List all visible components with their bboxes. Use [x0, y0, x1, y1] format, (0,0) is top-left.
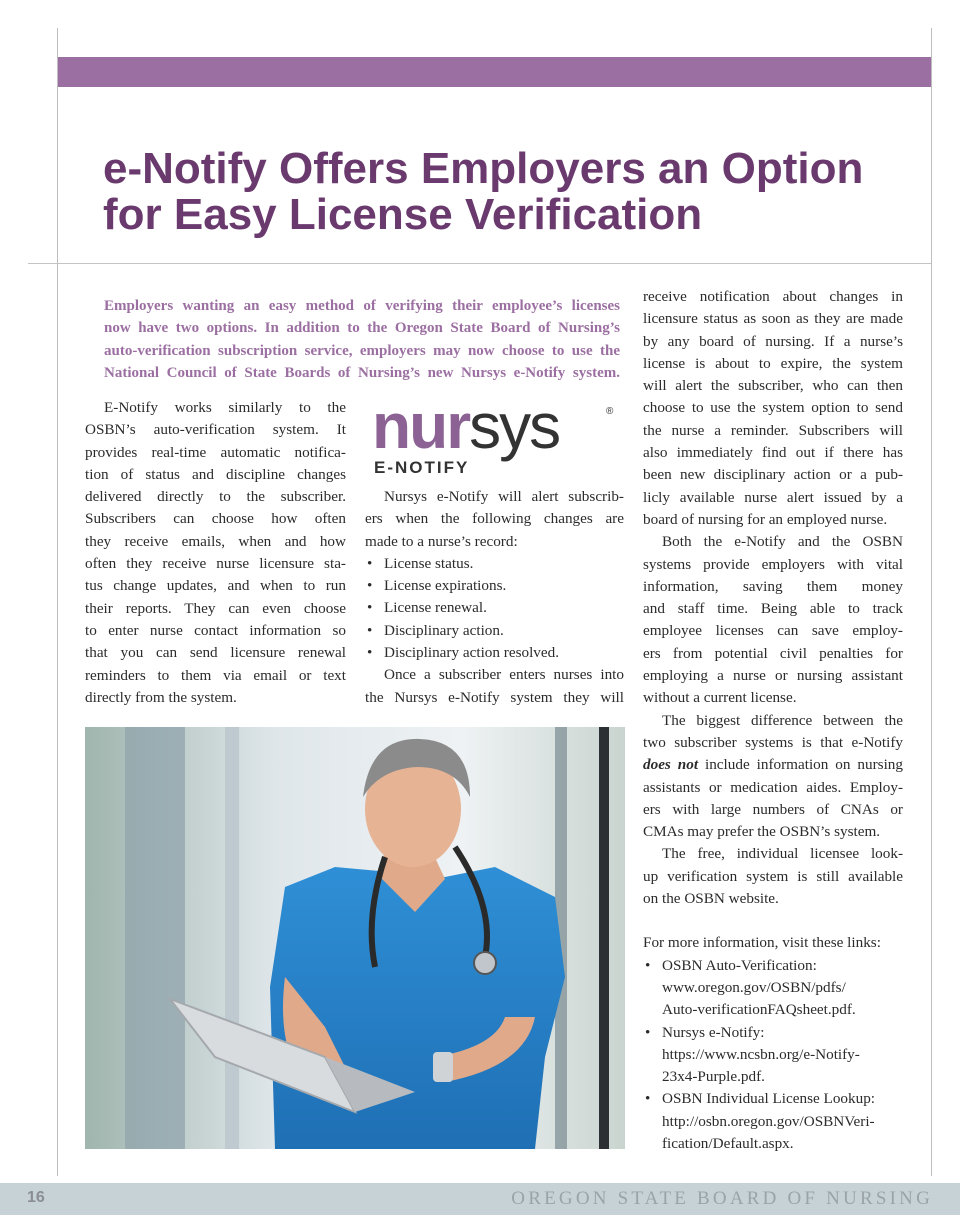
text-line: choose to use the system option to send: [643, 399, 903, 417]
link-item-name: • Nursys e-Notify:: [643, 1022, 903, 1044]
column-1: [85, 397, 346, 709]
link-url[interactable]: http://osbn.oregon.gov/OSBNVeri-: [662, 1112, 875, 1130]
text-line: often they receive nurse licensure sta-: [85, 555, 346, 573]
page-number: 16: [27, 1189, 45, 1206]
text-line: been new disciplinary action or a pub-: [643, 466, 903, 484]
text-line: by any board of nursing. If a nurse’s: [643, 332, 903, 350]
text-line: assistants or medication aides. Employ-: [643, 778, 903, 796]
link-item-name: • OSBN Individual License Lookup:: [643, 1088, 903, 1110]
text-line: employing a nurse or nursing assistant: [643, 667, 903, 685]
text-line: without a current license.: [643, 689, 797, 707]
text-line: the Nursys e-Notify system they will: [365, 688, 624, 706]
link-url[interactable]: 23x4-Purple.pdf.: [662, 1068, 765, 1086]
list-item: • License status.: [365, 553, 624, 575]
logo-tagline: E-NOTIFY: [374, 458, 470, 477]
text-line: will alert the subscriber, who can then: [643, 377, 903, 395]
text-line: the nurse a reminder. Subscribers will: [643, 421, 903, 439]
right-frame-line: [931, 28, 932, 1176]
text-line: licly available nurse alert issued by a: [643, 488, 903, 506]
organization-name: OREGON STATE BOARD OF NURSING: [511, 1188, 933, 1209]
logo-part-sys: sys: [469, 398, 560, 462]
text-line: license is about to expire, the system: [643, 354, 903, 372]
emphasis-does-not: does not: [643, 756, 699, 774]
intro-line: Employers wanting an easy method of verifying their employee’s licenses: [104, 298, 620, 314]
link-url[interactable]: www.oregon.gov/OSBN/pdfs/: [662, 978, 846, 996]
intro-line: National Council of State Boards of Nursing’s new Nursys e-Notify system.: [104, 365, 620, 382]
link-url[interactable]: Auto-verificationFAQsheet.pdf.: [662, 1001, 856, 1019]
text-line: Once a subscriber enters nurses into: [384, 666, 624, 684]
text-line: information, saving them money: [643, 577, 903, 595]
svg-text:nursys: [372, 398, 559, 462]
text-line: delivered directly to the subscriber.: [85, 488, 346, 506]
column-3: [643, 286, 903, 1155]
text-line: Both the e-Notify and the OSBN: [662, 533, 903, 551]
text-line: The free, individual licensee look-: [662, 845, 903, 863]
title-line: e-Notify Offers Employers an Option: [103, 144, 864, 193]
text-line: provides real-time automatic notifica-: [85, 443, 346, 461]
link-url[interactable]: https://www.ncsbn.org/e-Notify-: [662, 1045, 860, 1063]
text-line: tus change updates, and when to run: [85, 577, 346, 595]
text-line: employee licenses can save employ-: [643, 622, 903, 640]
text-line: ers when the following changes are: [365, 510, 624, 528]
text-line: receive notification about changes in: [643, 288, 903, 305]
text-line-emphasis: [643, 754, 903, 776]
text-line: The biggest difference between the: [662, 711, 903, 729]
intro-paragraph: [104, 295, 620, 385]
column-2: [365, 486, 624, 709]
accent-bar: [58, 57, 931, 87]
list-item: • Disciplinary action resolved.: [365, 642, 624, 664]
text-line: and staff time. Being able to track: [643, 600, 903, 618]
list-item: • Disciplinary action.: [365, 620, 624, 642]
article-title: [103, 146, 903, 238]
text-fragment: include information on nursing: [698, 756, 903, 774]
text-line: to enter nurse contact information so: [85, 621, 346, 639]
text-line: reminders to them via email or text: [85, 666, 346, 684]
text-line: licensure status as soon as they are made: [643, 310, 903, 328]
text-line: on the OSBN website.: [643, 890, 779, 908]
text-line: CMAs may prefer the OSBN’s system.: [643, 823, 881, 841]
logo-part-nur: nur: [372, 398, 470, 462]
text-line: Subscribers can choose how often: [85, 510, 346, 528]
text-line: two subscriber systems is that e-Notify: [643, 733, 903, 751]
text-line: up verification system is still available: [643, 867, 903, 885]
text-line: directly from the system.: [85, 688, 237, 706]
text-line: tion of status and discipline changes: [85, 465, 346, 483]
nursys-logo: [372, 398, 617, 478]
page-footer: [0, 1183, 960, 1215]
nurse-with-laptop-photo: [85, 727, 625, 1149]
text-line: ers with large numbers of CNAs or: [643, 800, 903, 818]
text-line: their reports. They can even choose: [85, 599, 346, 617]
text-line: made to a nurse’s record:: [365, 532, 518, 550]
links-intro: For more information, visit these links:: [643, 934, 881, 952]
intro-line: auto-verification subscription service, employers may now choose to use the: [104, 342, 620, 359]
list-item: • License expirations.: [365, 575, 624, 597]
intro-line: now have two options. In addition to the Oregon State Board of Nursing’s: [104, 320, 620, 337]
link-item-name: • OSBN Auto-Verification:: [643, 955, 903, 977]
logo-registered-mark: ®: [606, 406, 614, 417]
text-line: ers from potential civil penalties for: [643, 644, 903, 662]
title-line: for Easy License Verification: [103, 190, 703, 239]
text-line: they receive emails, when and how: [85, 532, 346, 550]
text-line: Nursys e-Notify will alert subscrib-: [384, 488, 624, 505]
text-line: also immediately find out if there has: [643, 444, 903, 462]
title-divider: [28, 263, 931, 264]
text-line: systems provide employers with vital: [643, 555, 903, 573]
text-line: OSBN’s auto-verification system. It: [85, 421, 346, 439]
list-item: • License renewal.: [365, 597, 624, 619]
link-url[interactable]: fication/Default.aspx.: [662, 1134, 794, 1152]
left-frame-line: [57, 28, 58, 1176]
text-line: board of nursing for an employed nurse.: [643, 510, 888, 528]
text-line: E-Notify works similarly to the: [104, 399, 346, 416]
text-line: that you can send licensure renewal: [85, 644, 346, 662]
